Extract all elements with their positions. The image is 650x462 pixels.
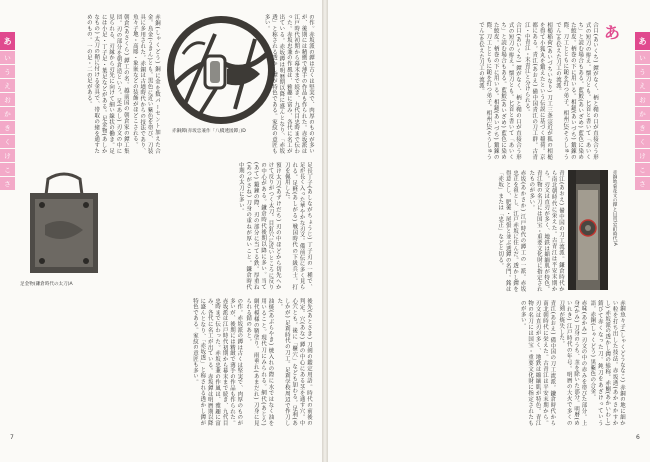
text-block-middle [340, 170, 564, 292]
index-tab[interactable]: か [635, 107, 650, 120]
entry-shakudo: 赤銅(しゃくどう) 銅に金を数パーセント加えた合金。烏金(うきん)とも。黒色に近い紫色を帯び、刀装具に多用された。赤銅は古墳時代からの技法であり、魚々子地・高彫・象嵌などの装飾がほどこされる。 [131, 14, 160, 154]
entry-shakudo-nanako: 赤銅魚々子(しゃくどうななこ) 赤銅の地に細かい粒を打ち出した技法。赤坂透(あかさかすかし) 赤坂派の透かし鐔の総称。赤鰯(あかいわし) 錆びて赤くなった刀。鈍刀をあざけっていう語。赤銅(しゃくどう) 黒紫色の合金。 [589, 300, 625, 426]
entry-ashinaga: 足長丁子(あしながちょうじ) 丁子刃の一種で、足が長く入った華やかな刃文。備前伝に多く見られる。足軽(あしがる) 戦国時代の下級兵士。打刀を佩用した。 [283, 162, 312, 290]
right-page [328, 0, 650, 462]
entry-akasaka: の作。赤坂派の鐔は古くは堅実で、肉厚のものが多いが、後期には精緻で薄手の作品も作られた。赤坂派は江戸時代初期から幕末まで続き、九代目忠時まで伝わった。赤坂忠兼の作風は、雅趣に富み、各代に名工が出ている。赤坂鐔は明暦期以降に盛んとなり、「赤坂透」と称される透かし鐔が特色である。家紋の意匠も多い。 [263, 14, 314, 154]
entry-aburayaki: 油焼(あぶらやき) 焼入れの際に水ではなく油を用いること。現代刀にみられる。網代(あじろ) 網代模様の鞘塗り。雨垂れ(あまだれ) 刀身に見られる錆のあと。 [245, 298, 274, 426]
page-number-right: 6 [636, 434, 640, 441]
index-letter: あ [604, 23, 621, 42]
index-tab[interactable]: さ [0, 177, 15, 190]
sword-caption: 赤銅地菊花文の鐔と目貫(室町時代)A [612, 170, 617, 246]
index-tab[interactable]: う [635, 65, 650, 78]
index-tab[interactable]: い [0, 51, 15, 64]
ashikanamono-caption: 足金物(鎌倉時代の太刀)A [20, 282, 73, 287]
index-tab[interactable]: か [0, 107, 15, 120]
entry-atosaki: 後先(あとさき) 刀剣の鑑定用語。時代の前後の判定。穴(あな) 鐔の中心にある茎を通す穴。中心穴とも。後に「櫃穴」なども加わる。足利(あしかが) 足利時代の刀工。足利学校周辺で作刀した。 [276, 298, 312, 426]
index-tab[interactable]: き [635, 121, 650, 134]
entry-asakura: 朝倉(あさくら) 鐔工の名。越前国の朝倉家の鐔工集団。刃の部分を朝倉造という。足(あし) 刃文の中に見られる、刃縁から刃先に向けて細い線状の働き。足には小足・丁子足・葉足などがある。足金物(あしかなもの) 太刀の鞘に付ける金具で、帯取の緒を通すためのもの。一の足・二の足がある。 [85, 14, 129, 154]
index-tab[interactable]: え [635, 79, 650, 92]
index-tab[interactable]: う [0, 65, 15, 78]
entry-aoe: 青江(あおえ) 備中国の刀工流派。鎌倉時代から南北朝時代に栄えた。古青江は平安末期から。刃文は直刃が多く、地鉄は縮緬肌が特色。青江物の名刀には国宝・重要文化財に指定されたものが多い。 [528, 170, 564, 292]
ashikanamono-photo [20, 175, 108, 275]
index-tab[interactable]: さ [635, 177, 650, 190]
index-tab[interactable]: お [0, 93, 15, 106]
entry-aoe-repeat: 青江(あおえ) 備中国の刀工流派。鎌倉時代から南北朝時代に栄えた。古青江は平安末期から。刃文は直刃が多く、地鉄は縮緬肌が特色。青江物の名刀には国宝・重要文化財に指定されたものが多い。 [519, 300, 556, 426]
index-tab[interactable]: あ [0, 32, 15, 50]
index-tab[interactable]: き [0, 121, 15, 134]
index-tab[interactable]: え [0, 79, 15, 92]
entry-akami: 赤味(あかみ) 刃文の中の赤みを帯びた部分。上身(かみ) 刀身のうち、茎を除いた部分。明暦(めいれき) 江戸時代の年号。明暦の大火で多くの刀剣が焼失した。 [558, 300, 587, 426]
page-number-left: 7 [10, 434, 14, 441]
index-tab[interactable]: こ [0, 163, 15, 176]
entry-aikuchi-repeat: 合口(あいくち) 鐔がなく、柄と鞘の口が直接合う形式の短刀の拵え。懐刀とも。匕首と書いて「あいくち」と読む場合もある。藍鮫(あいざめ) 藍色に染めた鮫皮。柄巻の下に用いる。相鎚(あいづち) 鍛錬の際、刀工とともに鎚を打つ弟子。相州伝(そうしゅうでん)を伝えた刀工の流派。 [477, 22, 521, 160]
index-tab[interactable]: く [0, 135, 15, 148]
index-tab[interactable]: け [635, 149, 650, 162]
entry-akasaka-repeat: の作。赤坂派の鐔は古くは堅実で、肉厚のものが多いが、後期には精緻で薄手の作品も作られた。赤坂派は江戸時代初期から幕末まで続き、九代目忠時まで伝わった。赤坂忠兼の作風は、雅趣に富み、各代に名工が出ている。赤坂鐔は明暦期以降に盛んとなり、「赤坂透」と称される透かし鐔が特色である。家紋の意匠も多い。 [191, 298, 243, 426]
text-block-top-right [263, 14, 314, 154]
text-block-top-left [20, 14, 160, 154]
entry-aikuchi: 合口(あいくち) 鐔がなく、柄と鞘の口が直接合う形式の短刀の拵え。懐刀とも。匕首と書いて「あいくち」と読む場合もある。藍鮫(あいざめ) 藍色に染めた鮫皮。柄巻の下に用いる。相鎚(あいづち) 鍛錬の際、刀工とともに鎚を打つ弟子。相州伝(そうしゅうでん)を伝えた刀工の流派。 [554, 22, 598, 160]
entry-akasaka-school: 赤坂(あかさか) 江戸時代の鐔工の一派。赤坂忠正を祖とし、江戸赤坂に住んだ。透かし鐔を得意とし、肥後・尾張と並ぶ透鐔の名門。銘は「赤坂」または「忠正」などと切る。 [497, 170, 526, 292]
text-block-bottom [20, 298, 312, 426]
entry-aizuchi-inari: 相槌稲荷(あいづちいなり) 刀工三条宗近が狐の相槌を得て小狐丸を鍛えたという伝説に基づく稲荷。京都にある。青江(あおえ) 備中国青江の刀工群。古青江・中青江・末青江と分けられる。 [523, 22, 553, 160]
text-block-bottom [340, 300, 625, 426]
left-page [0, 0, 322, 462]
text-block-top [340, 22, 598, 160]
tsuba-photo [165, 14, 277, 126]
index-tabs-left [0, 32, 15, 191]
index-tab[interactable]: い [635, 51, 650, 64]
index-tabs-right [635, 32, 650, 191]
index-tab[interactable]: く [635, 135, 650, 148]
text-block-middle [112, 162, 312, 290]
index-tab[interactable]: あ [635, 32, 650, 50]
entry-azukedachi: 預け太刀(あずけだち) 刃の中ほどから切先へかけて反りがつく太刀。目釘穴に近いところに反りの中心がある。鎌倉時代後期以降に多い。当て(あて) 鍛錬の際、刃の部分に当てる鉄。厚重ね(あつがさね) 刀身の重ねが厚いこと。鎌倉時代中期の太刀に多い。 [237, 162, 281, 290]
index-tab[interactable]: お [635, 93, 650, 106]
index-tab[interactable]: け [0, 149, 15, 162]
tsuba-caption: 赤銅鐔(赤坂忠兼作「八橋透図鐔」)D [172, 129, 246, 134]
sword-photo [568, 170, 608, 290]
index-tab[interactable]: こ [635, 163, 650, 176]
